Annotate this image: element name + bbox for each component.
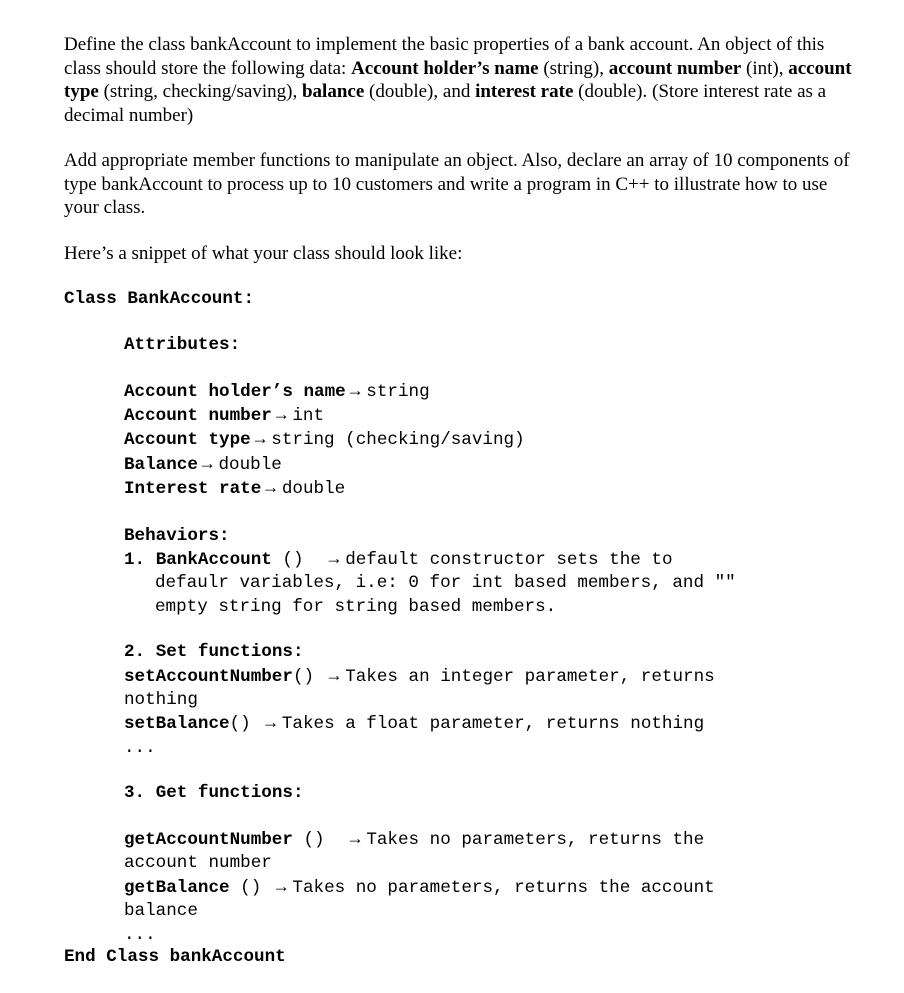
behavior-1-line-1 <box>124 549 673 573</box>
parens: () <box>292 667 315 687</box>
intro-paragraph-2-text: Add appropriate member functions to manipulate an object. Also, declare an array of 10 components of type bankAccount to process up to 10 customers and write a program in C++ to illustrate how to use your class. <box>64 150 850 218</box>
attribute-name: Interest rate <box>124 479 262 499</box>
intro-paragraph-1 <box>64 33 864 127</box>
ellipsis: ... <box>124 738 156 758</box>
function-desc: Takes no parameters, returns the <box>366 830 705 850</box>
set-account-number-line <box>124 666 715 690</box>
behavior-heading: Get functions: <box>155 783 304 803</box>
intro-paragraph-3-text: Here’s a snippet of what your class should look like: <box>64 243 463 264</box>
attribute-name: Balance <box>124 455 198 475</box>
parens: () <box>229 714 251 734</box>
arrow-icon: → <box>328 667 340 687</box>
attribute-row <box>124 454 282 478</box>
attribute-type: double <box>281 479 346 499</box>
name-label: Account holder’s name <box>351 57 539 79</box>
class-header: Class BankAccount: <box>64 289 255 309</box>
get-functions-heading <box>124 782 304 806</box>
parens: () <box>282 550 304 570</box>
class-end: End Class bankAccount <box>64 947 286 967</box>
function-desc: Takes an integer parameter, returns <box>345 667 715 687</box>
intro-paragraph-2 <box>64 149 864 220</box>
intro-text: (double). (Store interest rate as a decimal number) <box>64 81 827 126</box>
attribute-name: Account holder’s name <box>124 382 346 402</box>
attribute-type: string <box>366 382 430 402</box>
behavior-number: 3. <box>124 783 146 803</box>
arrow-icon: → <box>349 382 361 402</box>
behaviors-heading: Behaviors: <box>124 526 230 546</box>
set-balance-line <box>124 713 704 737</box>
function-desc: Takes a float parameter, returns nothing <box>281 714 705 734</box>
function-name: getBalance <box>124 878 230 898</box>
number-label: account number <box>608 57 742 79</box>
parens: () <box>240 878 262 898</box>
behavior-1-line-3: empty string for string based members. <box>155 597 557 617</box>
arrow-icon: → <box>265 479 276 499</box>
attribute-row <box>124 381 430 405</box>
set-account-number-cont: nothing <box>124 690 198 710</box>
attributes-heading: Attributes: <box>124 335 241 355</box>
behavior-1-line-2: defaulr variables, i.e: 0 for int based members, and "" <box>155 573 736 593</box>
function-desc: Takes no parameters, returns the account <box>292 878 715 898</box>
arrow-icon: → <box>201 455 213 475</box>
get-account-number-line <box>124 829 704 853</box>
type-label: account type <box>64 57 852 102</box>
intro-text: (string), <box>538 57 609 79</box>
function-name: setAccountNumber <box>124 667 293 687</box>
intro-text: (double), and <box>364 81 476 102</box>
arrow-icon: → <box>265 714 276 734</box>
intro-text: (string, checking/saving), <box>98 81 302 102</box>
set-functions-heading <box>124 641 304 665</box>
intro-text: (int), <box>741 57 789 79</box>
intro-paragraph-3 <box>64 242 864 266</box>
ellipsis: ... <box>124 925 156 945</box>
attribute-row <box>124 429 525 453</box>
attribute-name: Account number <box>124 406 272 426</box>
get-account-number-cont: account number <box>124 853 272 873</box>
attribute-row <box>124 478 345 502</box>
arrow-icon: → <box>275 406 287 426</box>
behavior-heading: Set functions: <box>155 642 304 662</box>
balance-label: balance <box>301 81 365 102</box>
behavior-name: BankAccount <box>155 550 272 570</box>
arrow-icon: → <box>254 430 266 450</box>
attribute-type: int <box>292 406 325 426</box>
parens: () <box>303 830 325 850</box>
behavior-number: 2. <box>124 642 146 662</box>
attribute-type: double <box>218 455 282 475</box>
behavior-desc: default constructor sets the to <box>345 550 673 570</box>
attribute-type: string (checking/saving) <box>271 430 525 450</box>
arrow-icon: → <box>349 830 361 850</box>
arrow-icon: → <box>328 550 340 570</box>
arrow-icon: → <box>275 878 287 898</box>
function-name: getAccountNumber <box>124 830 293 850</box>
attribute-name: Account type <box>124 430 251 450</box>
attribute-row <box>124 405 324 429</box>
rate-label: interest rate <box>475 81 574 102</box>
get-balance-cont: balance <box>124 901 198 921</box>
intro-text: Define the class bankAccount to implement the basic properties of a bank account. An object of this class should store the following data: <box>64 34 825 79</box>
get-balance-line <box>124 877 715 901</box>
function-name: setBalance <box>124 714 230 734</box>
behavior-number: 1. <box>124 550 146 570</box>
